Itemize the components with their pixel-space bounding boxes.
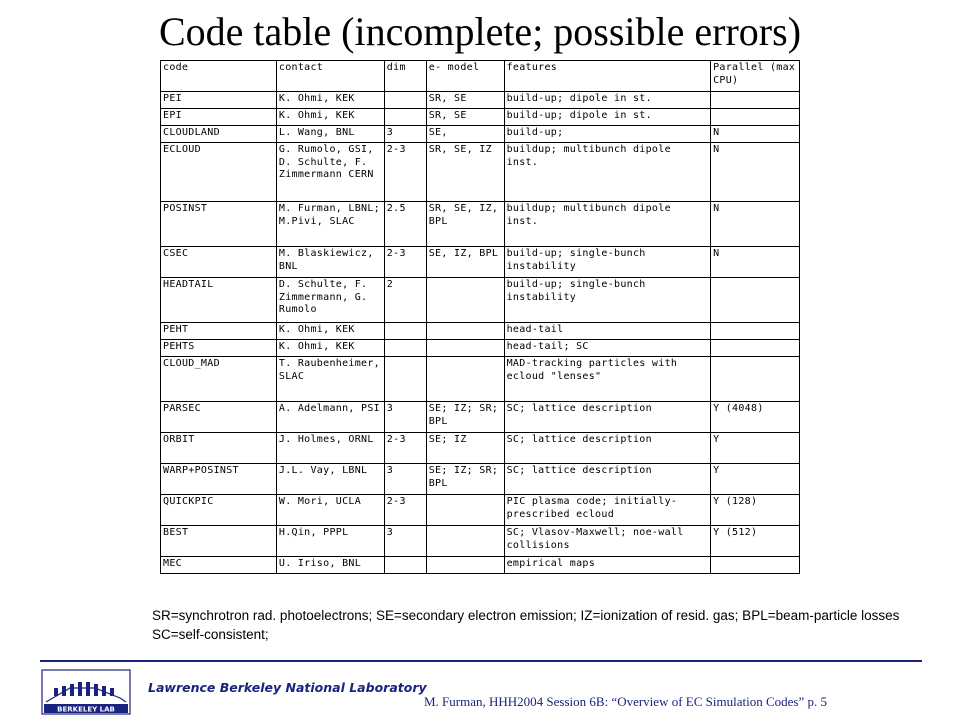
cell-code: QUICKPIC xyxy=(161,495,277,526)
cell-features: SC; Vlasov-Maxwell; noe-wall collisions xyxy=(504,526,711,557)
cell-contact: M. Furman, LBNL; M.Pivi, SLAC xyxy=(276,202,384,247)
cell-dim xyxy=(384,557,426,574)
cell-code: BEST xyxy=(161,526,277,557)
cell-dim xyxy=(384,109,426,126)
cell-parallel: N xyxy=(711,126,800,143)
cell-parallel xyxy=(711,340,800,357)
berkeley-lab-logo xyxy=(40,668,132,721)
cell-e-model: SE; IZ; SR; BPL xyxy=(426,402,504,433)
cell-features: SC; lattice description xyxy=(504,433,711,464)
cell-features: build-up; xyxy=(504,126,711,143)
cell-parallel: Y xyxy=(711,433,800,464)
cell-e-model xyxy=(426,557,504,574)
cell-features: empirical maps xyxy=(504,557,711,574)
cell-parallel: N xyxy=(711,247,800,278)
header-code: code xyxy=(161,61,277,92)
cell-contact: H.Qin, PPPL xyxy=(276,526,384,557)
cell-parallel: Y (512) xyxy=(711,526,800,557)
cell-e-model xyxy=(426,526,504,557)
lab-name: Lawrence Berkeley National Laboratory xyxy=(148,680,427,695)
cell-dim: 3 xyxy=(384,526,426,557)
code-table xyxy=(160,60,800,574)
code-table-body xyxy=(161,61,800,574)
cell-code: CLOUD_MAD xyxy=(161,357,277,402)
cell-dim: 3 xyxy=(384,402,426,433)
cell-features: MAD-tracking particles with ecloud "lenses" xyxy=(504,357,711,402)
header-contact: contact xyxy=(276,61,384,92)
cell-code: ECLOUD xyxy=(161,143,277,202)
cell-e-model: SE; IZ xyxy=(426,433,504,464)
cell-code: WARP+POSINST xyxy=(161,464,277,495)
table-row xyxy=(161,323,800,340)
cell-contact: A. Adelmann, PSI xyxy=(276,402,384,433)
cell-dim: 2-3 xyxy=(384,143,426,202)
cell-e-model: SR, SE, IZ xyxy=(426,143,504,202)
cell-parallel xyxy=(711,357,800,402)
cell-contact: G. Rumolo, GSI, D. Schulte, F. Zimmermann CERN xyxy=(276,143,384,202)
cell-dim: 3 xyxy=(384,126,426,143)
cell-parallel xyxy=(711,109,800,126)
cell-contact: J.L. Vay, LBNL xyxy=(276,464,384,495)
cell-contact: W. Mori, UCLA xyxy=(276,495,384,526)
cell-features: buildup; multibunch dipole inst. xyxy=(504,143,711,202)
table-header-row xyxy=(161,61,800,92)
table-row xyxy=(161,464,800,495)
cell-e-model xyxy=(426,495,504,526)
cell-e-model: SR, SE xyxy=(426,92,504,109)
table-row xyxy=(161,247,800,278)
cell-parallel: Y (128) xyxy=(711,495,800,526)
cell-code: EPI xyxy=(161,109,277,126)
cell-dim xyxy=(384,357,426,402)
table-row xyxy=(161,278,800,323)
cell-code: PARSEC xyxy=(161,402,277,433)
cell-dim: 2.5 xyxy=(384,202,426,247)
table-row xyxy=(161,357,800,402)
table-row xyxy=(161,143,800,202)
cell-contact: D. Schulte, F. Zimmermann, G. Rumolo xyxy=(276,278,384,323)
cell-parallel: Y (4048) xyxy=(711,402,800,433)
notes-line-2: SC=self-consistent; xyxy=(152,627,269,642)
cell-features: build-up; single-bunch instability xyxy=(504,278,711,323)
cell-e-model xyxy=(426,323,504,340)
table-row xyxy=(161,433,800,464)
table-row xyxy=(161,109,800,126)
cell-contact: K. Ohmi, KEK xyxy=(276,92,384,109)
cell-dim: 2-3 xyxy=(384,495,426,526)
cell-features: SC; lattice description xyxy=(504,464,711,495)
cell-e-model: SE, xyxy=(426,126,504,143)
table-row xyxy=(161,557,800,574)
header-e-model: e- model xyxy=(426,61,504,92)
cell-code: PEHT xyxy=(161,323,277,340)
footer-divider xyxy=(40,660,922,662)
cell-features: head-tail xyxy=(504,323,711,340)
cell-dim: 3 xyxy=(384,464,426,495)
cell-features: PIC plasma code; initially-prescribed ecloud xyxy=(504,495,711,526)
cell-code: PEHTS xyxy=(161,340,277,357)
cell-code: MEC xyxy=(161,557,277,574)
cell-code: HEADTAIL xyxy=(161,278,277,323)
cell-dim xyxy=(384,323,426,340)
cell-contact: U. Iriso, BNL xyxy=(276,557,384,574)
cell-e-model: SE; IZ; SR; BPL xyxy=(426,464,504,495)
cell-contact: T. Raubenheimer, SLAC xyxy=(276,357,384,402)
cell-parallel: N xyxy=(711,143,800,202)
cell-code: CSEC xyxy=(161,247,277,278)
cell-parallel xyxy=(711,323,800,340)
cell-dim: 2 xyxy=(384,278,426,323)
notes-line-1: SR=synchrotron rad. photoelectrons; SE=secondary electron emission; IZ=ionization of resid. gas; BPL=beam-particle losses xyxy=(152,608,900,623)
cell-dim: 2-3 xyxy=(384,433,426,464)
cell-features: build-up; dipole in st. xyxy=(504,92,711,109)
cell-code: ORBIT xyxy=(161,433,277,464)
header-features: features xyxy=(504,61,711,92)
cell-dim: 2-3 xyxy=(384,247,426,278)
cell-e-model: SE, IZ, BPL xyxy=(426,247,504,278)
table-row xyxy=(161,202,800,247)
header-dim: dim xyxy=(384,61,426,92)
cell-contact: L. Wang, BNL xyxy=(276,126,384,143)
abbreviation-notes xyxy=(152,606,899,644)
cell-features: SC; lattice description xyxy=(504,402,711,433)
table-row xyxy=(161,126,800,143)
cell-contact: J. Holmes, ORNL xyxy=(276,433,384,464)
cell-e-model: SR, SE xyxy=(426,109,504,126)
cell-parallel xyxy=(711,278,800,323)
cell-code: POSINST xyxy=(161,202,277,247)
table-row xyxy=(161,495,800,526)
cell-features: build-up; single-bunch instability xyxy=(504,247,711,278)
cell-parallel: N xyxy=(711,202,800,247)
cell-contact: M. Blaskiewicz, BNL xyxy=(276,247,384,278)
logo-text: BERKELEY LAB xyxy=(57,705,115,714)
header-parallel: Parallel (max CPU) xyxy=(711,61,800,92)
cell-code: PEI xyxy=(161,92,277,109)
slide-title: Code table (incomplete; possible errors) xyxy=(158,9,802,54)
table-row xyxy=(161,340,800,357)
code-table-frame xyxy=(160,60,800,578)
cell-code: CLOUDLAND xyxy=(161,126,277,143)
cell-features: build-up; dipole in st. xyxy=(504,109,711,126)
cell-parallel xyxy=(711,92,800,109)
table-row xyxy=(161,92,800,109)
cell-e-model xyxy=(426,340,504,357)
cell-e-model xyxy=(426,278,504,323)
cell-dim xyxy=(384,340,426,357)
cell-features: head-tail; SC xyxy=(504,340,711,357)
footer-citation: M. Furman, HHH2004 Session 6B: “Overview of EC Simulation Codes” p. 5 xyxy=(424,694,827,709)
cell-e-model xyxy=(426,357,504,402)
cell-parallel: Y xyxy=(711,464,800,495)
cell-contact: K. Ohmi, KEK xyxy=(276,340,384,357)
cell-e-model: SR, SE, IZ, BPL xyxy=(426,202,504,247)
cell-contact: K. Ohmi, KEK xyxy=(276,109,384,126)
table-row xyxy=(161,526,800,557)
cell-parallel xyxy=(711,557,800,574)
table-row xyxy=(161,402,800,433)
cell-contact: K. Ohmi, KEK xyxy=(276,323,384,340)
cell-features: buildup; multibunch dipole inst. xyxy=(504,202,711,247)
cell-dim xyxy=(384,92,426,109)
